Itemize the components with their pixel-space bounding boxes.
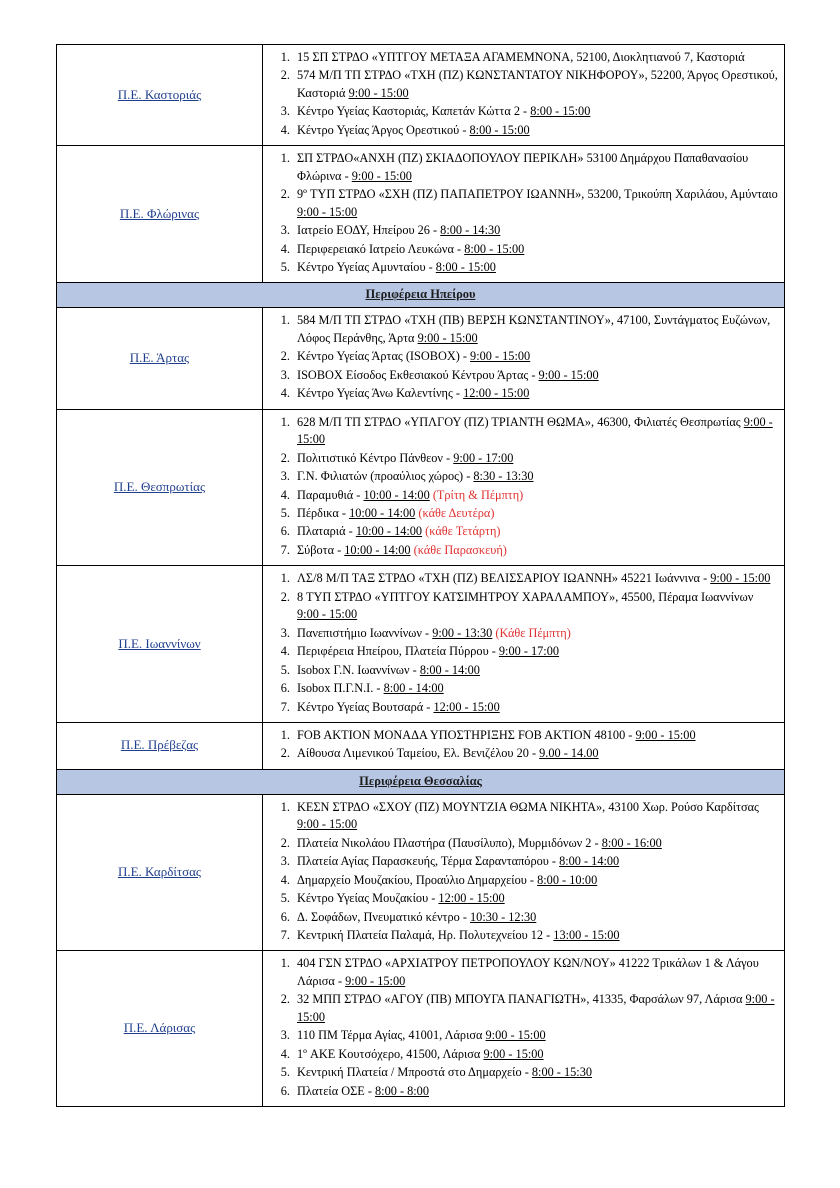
table-row — [57, 769, 785, 794]
site-entry — [293, 643, 778, 660]
site-hours: 9:00 - 15:00 — [348, 85, 409, 100]
region-header-label: Περιφέρεια Ηπείρου — [365, 287, 476, 302]
sites-list — [269, 312, 778, 402]
sites-list-cell — [263, 566, 785, 723]
sites-list — [269, 799, 778, 945]
prefecture-label: Π.Ε. Καστοριάς — [117, 86, 202, 102]
site-hours: 9:00 - 15:00 — [297, 607, 358, 622]
sites-list-cell — [263, 45, 785, 146]
site-entry — [293, 450, 778, 467]
site-name: 584 Μ/Π ΤΠ ΣΤΡΔΟ «ΤΧΗ (ΠΒ) ΒΕΡΣΗ ΚΩΝΣΤΑΝΤΙΝΟΥ», 47100, Συντάγματος Ευζώνων, Λόφος Περάνθης, Άρτα — [297, 313, 771, 345]
site-hours: 8:00 - 14:30 — [440, 223, 501, 238]
site-name: Γ.Ν. Φιλιατών (προαύλιος χώρος) - — [297, 469, 474, 484]
site-name: Isobox Γ.Ν. Ιωαννίνων - — [297, 662, 420, 677]
sites-list — [269, 955, 778, 1100]
site-hours: 10:00 - 14:00 — [355, 524, 423, 539]
site-name: 8 ΤΥΠ ΣΤΡΔΟ «ΥΠΤΓΟΥ ΚΑΤΣΙΜΗΤΡΟΥ ΧΑΡΑΛΑΜΠΟΥ», 45500, Πέραμα Ιωαννίνων — [297, 589, 754, 604]
site-entry — [293, 1064, 778, 1081]
site-name: 32 ΜΠΠ ΣΤΡΔΟ «ΑΓΟΥ (ΠΒ) ΜΠΟΥΓΑ ΠΑΝΑΓΙΩΤΗ», 41335, Φαρσάλων 97, Λάρισα — [297, 992, 746, 1007]
site-entry — [293, 570, 778, 587]
table-row — [57, 566, 785, 723]
sites-list — [269, 414, 778, 560]
prefecture-label: Π.Ε. Πρέβεζας — [120, 737, 199, 753]
table-row — [57, 722, 785, 769]
table-row — [57, 283, 785, 308]
sites-list — [269, 570, 778, 716]
prefecture-label-cell — [57, 794, 263, 951]
site-name: Πλατεία ΟΣΕ - — [297, 1083, 376, 1098]
site-entry — [293, 1046, 778, 1063]
site-note: (Τρίτη & Πέμπτη) — [432, 487, 524, 502]
site-name: Πλαταριά - — [297, 524, 356, 539]
site-hours: 8:00 - 15:00 — [464, 241, 525, 256]
site-entry — [293, 680, 778, 697]
site-entry — [293, 927, 778, 944]
prefecture-label-cell — [57, 951, 263, 1107]
table-row — [57, 45, 785, 146]
site-name: ISOBOX Είσοδος Εκθεσιακού Κέντρου Άρτας - — [297, 367, 539, 382]
site-hours: 9:00 - 15:00 — [297, 817, 358, 832]
site-entry — [293, 367, 778, 384]
site-name: Δημαρχείο Μουζακίου, Προαύλιο Δημαρχείου - — [297, 872, 538, 887]
site-hours: 9:00 - 17:00 — [498, 644, 560, 659]
site-hours: 12:00 - 15:00 — [433, 699, 500, 714]
prefecture-label-cell — [57, 409, 263, 566]
site-entry — [293, 699, 778, 716]
site-name: Αίθουσα Λιμενικού Ταμείου, Ελ. Βενιζέλου 20 - — [297, 746, 540, 761]
site-name: Παραμυθιά - — [297, 487, 364, 502]
site-entry — [293, 542, 778, 559]
site-name: 574 Μ/Π ΤΠ ΣΤΡΔΟ «ΤΧΗ (ΠΖ) ΚΩΝΣΤΑΝΤΑΤΟΥ ΝΙΚΗΦΟΡΟΥ», 52200, Άργος Ορεστικού, Καστοριά — [297, 68, 778, 100]
prefecture-label: Π.Ε. Καρδίτσας — [117, 864, 202, 880]
site-hours: 9:00 - 15:00 — [635, 727, 696, 742]
site-entry — [293, 259, 778, 276]
sites-list-cell — [263, 409, 785, 566]
site-entry — [293, 1027, 778, 1044]
site-hours: 9:00 - 15:00 — [417, 330, 478, 345]
site-hours: 10:00 - 14:00 — [349, 505, 416, 520]
region-header-cell — [57, 769, 785, 794]
site-note: (κάθε Τετάρτη) — [425, 524, 501, 539]
site-hours: 12:00 - 15:00 — [463, 386, 530, 401]
site-hours: 9:00 - 15:00 — [351, 168, 412, 183]
site-note: (κάθε Δευτέρα) — [418, 505, 495, 520]
site-entry — [293, 890, 778, 907]
sites-list-cell — [263, 951, 785, 1107]
site-name: Περιφερειακό Ιατρείο Λευκώνα - — [297, 241, 465, 256]
vaccination-sites-table — [56, 44, 785, 1107]
site-name: Ιατρείο ΕΟΔΥ, Ηπείρου 26 - — [297, 223, 441, 238]
site-entry — [293, 49, 778, 66]
table-row — [57, 794, 785, 951]
site-entry — [293, 991, 778, 1026]
site-hours: 9:00 - 15:00 — [470, 349, 531, 364]
site-entry — [293, 799, 778, 834]
site-name: FOB AKTION ΜΟΝΑΔΑ ΥΠΟΣΤΗΡΙΞΗΣ FOB AKTION 48100 - — [297, 727, 636, 742]
site-note: (Κάθε Πέμπτη) — [495, 625, 571, 640]
site-hours: 9:00 - 15:00 — [710, 571, 771, 586]
site-name: Πλατεία Αγίας Παρασκευής, Τέρμα Σαρανταπόρου - — [297, 854, 560, 869]
site-name: Κεντρική Πλατεία / Μπροστά στο Δημαρχείο - — [297, 1065, 532, 1080]
site-hours: 12:00 - 15:00 — [438, 891, 505, 906]
site-entry — [293, 853, 778, 870]
site-name: 9º ΤΥΠ ΣΤΡΔΟ «ΣΧΗ (ΠΖ) ΠΑΠΑΠΕΤΡΟΥ ΙΩΑΝΝΗ», 53200, Τρικούπη Χαριλάου, Αμύνταιο — [297, 187, 778, 202]
site-hours: 8:00 - 16:00 — [601, 835, 662, 850]
site-hours: 9:00 - 15:00 — [485, 1028, 546, 1043]
site-name: ΣΠ ΣΤΡΔΟ«ΑΝΧΗ (ΠΖ) ΣΚΙΑΔΟΠΟΥΛΟΥ ΠΕΡΙΚΛΗ» 53100 Δημάρχου Παπαθανασίου Φλώρινα - — [297, 151, 749, 183]
site-hours: 9:00 - 15:00 — [297, 992, 775, 1024]
site-name: 1º ΑΚΕ Κουτσόχερο, 41500, Λάρισα — [297, 1046, 484, 1061]
site-name: Πολιτιστικό Κέντρο Πάνθεον - — [297, 450, 454, 465]
site-hours: 8:00 - 15:00 — [435, 259, 496, 274]
site-entry — [293, 468, 778, 485]
site-entry — [293, 745, 778, 762]
site-name: Πλατεία Νικολάου Πλαστήρα (Παυσίλυπο), Μυρμιδόνων 2 - — [297, 835, 602, 850]
site-hours: 13:00 - 15:00 — [553, 928, 620, 943]
site-name: 404 ΓΣΝ ΣΤΡΔΟ «ΑΡΧΙΑΤΡΟΥ ΠΕΤΡΟΠΟΥΛΟΥ ΚΩΝ/ΝΟΥ» 41222 Τρικάλων 1 & Λάγου Λάρισα - — [297, 956, 759, 988]
site-entry — [293, 589, 778, 624]
site-entry — [293, 727, 778, 744]
site-hours: 8:00 - 14:00 — [383, 681, 444, 696]
prefecture-label-cell — [57, 45, 263, 146]
prefecture-label: Π.Ε. Άρτας — [129, 350, 190, 366]
site-note: (κάθε Παρασκευή) — [413, 542, 507, 557]
site-entry — [293, 414, 778, 449]
site-hours: 9:00 - 15:00 — [483, 1046, 544, 1061]
site-hours: 9:00 - 13:30 — [432, 625, 493, 640]
site-name: Κέντρο Υγείας Άργος Ορεστικού - — [297, 122, 470, 137]
site-entry — [293, 625, 778, 642]
site-name: 110 ΠΜ Τέρμα Αγίας, 41001, Λάρισα — [297, 1028, 486, 1043]
prefecture-label: Π.Ε. Θεσπρωτίας — [113, 479, 206, 495]
site-name: Κέντρο Υγείας Βουτσαρά - — [297, 699, 434, 714]
table-row — [57, 146, 785, 283]
site-name: Πέρδικα - — [297, 505, 350, 520]
site-entry — [293, 186, 778, 221]
sites-list-cell — [263, 308, 785, 409]
site-hours: 9:00 - 15:00 — [297, 204, 358, 219]
site-hours: 8:00 - 8:00 — [375, 1083, 429, 1098]
site-hours: 8:00 - 10:00 — [537, 872, 598, 887]
site-entry — [293, 505, 778, 522]
site-name: Κέντρο Υγείας Καστοριάς, Καπετάν Κώττα 2 - — [297, 104, 531, 119]
site-hours: 9:00 - 15:00 — [538, 367, 599, 382]
site-entry — [293, 222, 778, 239]
site-hours: 8:00 - 14:00 — [419, 662, 480, 677]
prefecture-label: Π.Ε. Ιωαννίνων — [118, 635, 201, 651]
site-name: Δ. Σοφάδων, Πνευματικό κέντρο - — [297, 909, 471, 924]
site-entry — [293, 955, 778, 990]
region-header-cell — [57, 283, 785, 308]
prefecture-label: Π.Ε. Λάρισας — [123, 1020, 196, 1036]
sites-list-cell — [263, 146, 785, 283]
table-row — [57, 308, 785, 409]
sites-list — [269, 727, 778, 763]
site-name: Κέντρο Υγείας Αμυνταίου - — [297, 259, 436, 274]
prefecture-label-cell — [57, 308, 263, 409]
site-hours: 9:00 - 15:00 — [345, 973, 406, 988]
site-name: ΚΕΣΝ ΣΤΡΔΟ «ΣΧΟΥ (ΠΖ) ΜΟΥΝΤΖΙΑ ΘΩΜΑ ΝΙΚΗΤΑ», 43100 Χωρ. Ρούσο Καρδίτσας — [297, 799, 759, 814]
table-body — [57, 45, 785, 1107]
site-hours: 9:00 - 15:00 — [297, 414, 773, 447]
site-hours: 10:00 - 14:00 — [344, 542, 411, 557]
site-hours: 10:00 - 14:00 — [363, 487, 430, 502]
site-entry — [293, 67, 778, 102]
prefecture-label-cell — [57, 566, 263, 723]
site-entry — [293, 523, 778, 540]
site-name: Κέντρο Υγείας Άνω Καλεντίνης - — [297, 386, 464, 401]
site-hours: 8:00 - 15:00 — [530, 104, 591, 119]
sites-list — [269, 150, 778, 276]
site-hours: 8:00 - 14:00 — [559, 854, 620, 869]
site-entry — [293, 312, 778, 347]
site-hours: 9.00 - 14.00 — [539, 746, 599, 761]
site-hours: 8:00 - 15:30 — [531, 1065, 592, 1080]
site-name: Κέντρο Υγείας Μουζακίου - — [297, 891, 439, 906]
prefecture-label: Π.Ε. Φλώρινας — [119, 205, 200, 221]
site-entry — [293, 835, 778, 852]
site-entry — [293, 122, 778, 139]
site-hours: 10:30 - 12:30 — [470, 909, 537, 924]
prefecture-label-cell — [57, 146, 263, 283]
site-entry — [293, 487, 778, 504]
site-name: Κέντρο Υγείας Άρτας (ISOBOX) - — [297, 349, 471, 364]
site-entry — [293, 385, 778, 402]
sites-list-cell — [263, 722, 785, 769]
table-row — [57, 409, 785, 566]
site-entry — [293, 348, 778, 365]
site-name: ΛΣ/8 Μ/Π ΤΑΞ ΣΤΡΔΟ «ΤΧΗ (ΠΖ) ΒΕΛΙΣΣΑΡΙΟΥ ΙΩΑΝΝΗ» 45221 Ιωάννινα - — [297, 571, 711, 586]
sites-list-cell — [263, 794, 785, 951]
site-name: Isobox Π.Γ.Ν.Ι. - — [297, 681, 384, 696]
site-name: Σύβοτα - — [297, 542, 345, 557]
site-entry — [293, 150, 778, 185]
site-entry — [293, 1083, 778, 1100]
site-entry — [293, 872, 778, 889]
table-row — [57, 951, 785, 1107]
site-name: 15 ΣΠ ΣΤΡΔΟ «ΥΠΤΓΟΥ ΜΕΤΑΞΑ ΑΓΑΜΕΜΝΟΝΑ, 52100, Διοκλητιανού 7, Καστοριά — [297, 50, 745, 64]
site-hours: 8:00 - 15:00 — [469, 122, 530, 137]
site-hours: 8:30 - 13:30 — [473, 469, 534, 484]
site-entry — [293, 103, 778, 120]
site-entry — [293, 662, 778, 679]
site-entry — [293, 909, 778, 926]
site-name: 628 Μ/Π ΤΠ ΣΤΡΔΟ «ΥΠΛΓΟΥ (ΠΖ) ΤΡΙΑΝΤΗ ΘΩΜΑ», 46300, Φιλιατές Θεσπρωτίας — [297, 414, 744, 429]
site-hours: 9:00 - 17:00 — [453, 450, 514, 465]
site-name: Κεντρική Πλατεία Παλαμά, Ηρ. Πολυτεχνείου 12 - — [297, 928, 554, 943]
prefecture-label-cell — [57, 722, 263, 769]
site-name: Πανεπιστήμιο Ιωαννίνων - — [297, 625, 433, 640]
site-entry — [293, 241, 778, 258]
sites-list — [269, 49, 778, 139]
region-header-label: Περιφέρεια Θεσσαλίας — [359, 773, 482, 788]
site-name: Περιφέρεια Ηπείρου, Πλατεία Πύρρου - — [297, 644, 499, 659]
